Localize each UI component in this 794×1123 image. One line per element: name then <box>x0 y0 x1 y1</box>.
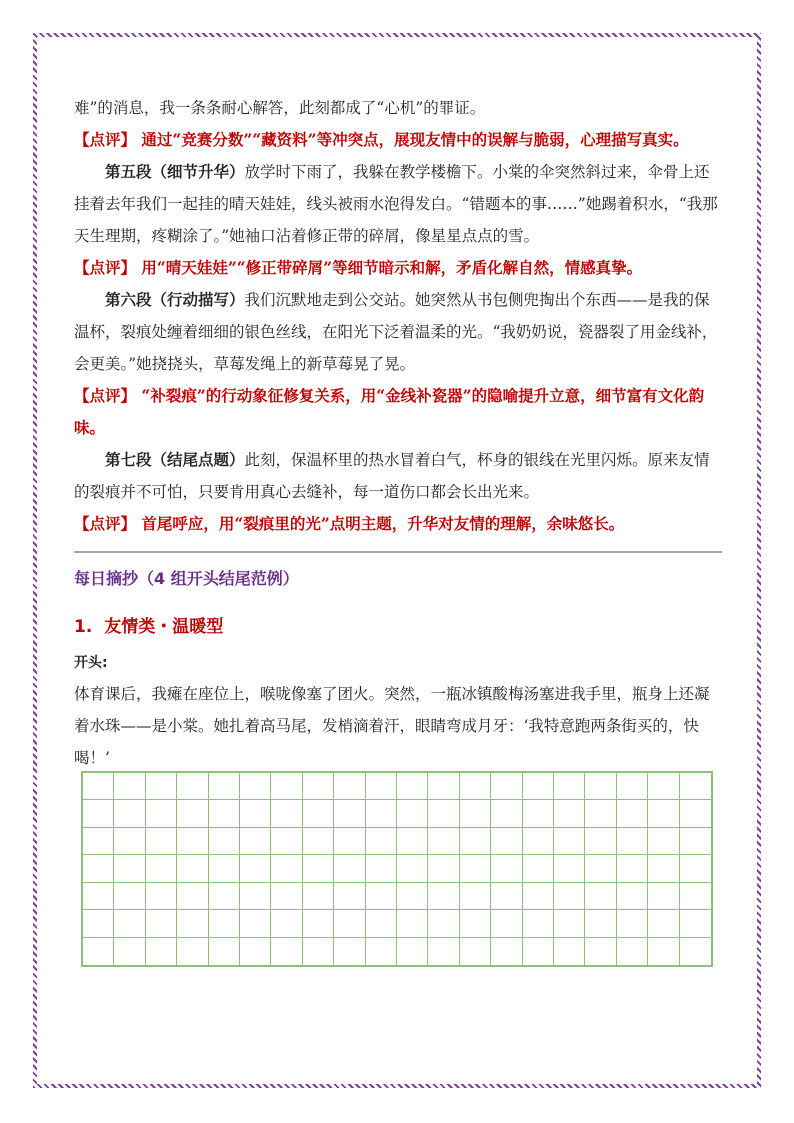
grid-cell[interactable] <box>585 938 616 965</box>
paragraph-text: 放学时下雨了，我躲在教学楼檐下。小棠的伞突然斜过来，伞骨上还挂着去年我们一起挂的晴天娃娃，线头被雨水泡得发白。“错题本的事……”她踢着积水，“我那天生理期，疼糊涂了。”她袖口沾着修正带的碎屑，像星星点点的雪。 <box>74 163 718 245</box>
paragraph-5 <box>74 156 724 252</box>
grid-cell[interactable] <box>177 938 208 965</box>
comment-tag: 【点评】 <box>74 514 137 533</box>
grid-cell[interactable] <box>617 800 648 827</box>
grid-cell[interactable] <box>397 910 428 937</box>
paragraph-heading: 第七段（结尾点题） <box>105 450 245 469</box>
grid-cell[interactable] <box>617 855 648 882</box>
grid-cell[interactable] <box>491 910 522 937</box>
grid-cell[interactable] <box>334 883 365 910</box>
grid-cell[interactable] <box>146 883 177 910</box>
grid-cell[interactable] <box>491 883 522 910</box>
grid-cell[interactable] <box>585 883 616 910</box>
grid-cell[interactable] <box>585 855 616 882</box>
grid-cell[interactable] <box>523 855 554 882</box>
grid-cell[interactable] <box>617 828 648 855</box>
grid-cell[interactable] <box>114 938 145 965</box>
comment-3 <box>74 380 724 444</box>
grid-cell[interactable] <box>209 910 240 937</box>
grid-cell[interactable] <box>554 800 585 827</box>
grid-cell[interactable] <box>177 773 208 800</box>
grid-cell[interactable] <box>334 800 365 827</box>
grid-cell[interactable] <box>271 910 302 937</box>
grid-cell[interactable] <box>460 800 491 827</box>
grid-cell[interactable] <box>114 855 145 882</box>
grid-cell[interactable] <box>460 910 491 937</box>
grid-cell[interactable] <box>209 773 240 800</box>
grid-cell[interactable] <box>240 773 271 800</box>
grid-cell[interactable] <box>271 800 302 827</box>
grid-cell[interactable] <box>428 800 459 827</box>
grid-cell[interactable] <box>491 773 522 800</box>
grid-cell[interactable] <box>428 828 459 855</box>
comment-tag: 【点评】 <box>74 386 137 405</box>
grid-cell[interactable] <box>491 855 522 882</box>
grid-cell[interactable] <box>83 773 114 800</box>
comment-text: 用“晴天娃娃”“修正带碎屑”等细节暗示和解，矛盾化解自然，情感真挚。 <box>141 258 643 277</box>
grid-cell[interactable] <box>554 828 585 855</box>
grid-cell[interactable] <box>491 828 522 855</box>
grid-cell[interactable] <box>397 828 428 855</box>
grid-cell[interactable] <box>334 938 365 965</box>
grid-cell[interactable] <box>114 800 145 827</box>
grid-cell[interactable] <box>460 938 491 965</box>
grid-cell[interactable] <box>146 800 177 827</box>
grid-cell[interactable] <box>523 910 554 937</box>
grid-cell[interactable] <box>585 773 616 800</box>
grid-cell[interactable] <box>491 938 522 965</box>
grid-cell[interactable] <box>303 773 334 800</box>
grid-cell[interactable] <box>240 910 271 937</box>
grid-cell[interactable] <box>334 828 365 855</box>
grid-cell[interactable] <box>648 828 679 855</box>
grid-cell[interactable] <box>240 828 271 855</box>
grid-cell[interactable] <box>397 855 428 882</box>
grid-cell[interactable] <box>523 800 554 827</box>
grid-cell[interactable] <box>83 910 114 937</box>
grid-cell[interactable] <box>83 855 114 882</box>
grid-cell[interactable] <box>428 910 459 937</box>
grid-cell[interactable] <box>554 938 585 965</box>
comment-text: 首尾呼应，用“裂痕里的光”点明主题，升华对友情的理解，余味悠长。 <box>141 514 625 533</box>
grid-cell[interactable] <box>428 773 459 800</box>
grid-cell[interactable] <box>303 938 334 965</box>
grid-cell[interactable] <box>366 910 397 937</box>
grid-cell[interactable] <box>209 800 240 827</box>
grid-cell[interactable] <box>617 883 648 910</box>
grid-cell[interactable] <box>209 938 240 965</box>
grid-cell[interactable] <box>617 910 648 937</box>
grid-cell[interactable] <box>617 938 648 965</box>
grid-cell[interactable] <box>303 800 334 827</box>
paragraph-heading: 第五段（细节升华） <box>105 162 245 181</box>
grid-cell[interactable] <box>680 855 711 882</box>
grid-cell[interactable] <box>146 910 177 937</box>
grid-cell[interactable] <box>177 855 208 882</box>
grid-cell[interactable] <box>114 828 145 855</box>
opening-label: 开头: <box>74 655 108 671</box>
grid-cell[interactable] <box>397 773 428 800</box>
comment-4 <box>74 508 724 540</box>
grid-cell[interactable] <box>177 883 208 910</box>
paragraph-7 <box>74 444 724 508</box>
grid-cell[interactable] <box>146 855 177 882</box>
grid-cell[interactable] <box>428 883 459 910</box>
grid-cell[interactable] <box>303 855 334 882</box>
grid-cell[interactable] <box>366 855 397 882</box>
grid-cell[interactable] <box>648 800 679 827</box>
grid-cell[interactable] <box>334 855 365 882</box>
comment-2 <box>74 252 724 284</box>
grid-cell[interactable] <box>271 883 302 910</box>
subsection-title <box>74 612 223 637</box>
grid-cell[interactable] <box>523 773 554 800</box>
comment-text: “补裂痕”的行动象征修复关系，用“金线补瓷器”的隐喻提升立意，细节富有文化韵味。 <box>74 386 705 437</box>
grid-cell[interactable] <box>177 910 208 937</box>
comment-tag: 【点评】 <box>74 130 137 149</box>
grid-cell[interactable] <box>680 883 711 910</box>
grid-cell[interactable] <box>397 938 428 965</box>
grid-cell[interactable] <box>554 883 585 910</box>
grid-cell[interactable] <box>460 773 491 800</box>
grid-cell[interactable] <box>680 938 711 965</box>
grid-cell[interactable] <box>428 938 459 965</box>
paragraph-text: 此刻，保温杯里的热水冒着白气，杯身的银线在光里闪烁。原来友情的裂痕并不可怕，只要肯用真心去缝补，每一道伤口都会长出光来。 <box>74 451 710 501</box>
grid-cell[interactable] <box>240 800 271 827</box>
grid-cell[interactable] <box>303 883 334 910</box>
paragraph-continuation: 难”的消息，我一条条耐心解答，此刻都成了“心机”的罪证。 <box>74 99 486 117</box>
grid-cell[interactable] <box>585 828 616 855</box>
grid-cell[interactable] <box>554 773 585 800</box>
grid-cell[interactable] <box>271 938 302 965</box>
grid-cell[interactable] <box>334 773 365 800</box>
grid-cell[interactable] <box>680 828 711 855</box>
paragraph-6 <box>74 284 724 380</box>
comment-tag: 【点评】 <box>74 258 137 277</box>
grid-cell[interactable] <box>680 910 711 937</box>
grid-cell[interactable] <box>648 773 679 800</box>
comment-text: 通过“竞赛分数”“藏资料”等冲突点，展现友情中的误解与脆弱，心理描写真实。 <box>141 130 689 149</box>
comment-1 <box>74 124 724 156</box>
subsection-label: 友情类・温暖型 <box>104 617 224 637</box>
grid-cell[interactable] <box>240 938 271 965</box>
grid-cell[interactable] <box>523 828 554 855</box>
grid-cell[interactable] <box>428 855 459 882</box>
grid-cell[interactable] <box>554 855 585 882</box>
grid-cell[interactable] <box>240 855 271 882</box>
grid-cell[interactable] <box>366 800 397 827</box>
grid-cell[interactable] <box>177 828 208 855</box>
paragraph-heading: 第六段（行动描写） <box>105 290 245 309</box>
grid-cell[interactable] <box>209 828 240 855</box>
grid-cell[interactable] <box>114 883 145 910</box>
grid-cell[interactable] <box>397 800 428 827</box>
grid-cell[interactable] <box>366 938 397 965</box>
grid-cell[interactable] <box>83 800 114 827</box>
grid-cell[interactable] <box>491 800 522 827</box>
grid-cell[interactable] <box>83 828 114 855</box>
grid-cell[interactable] <box>648 938 679 965</box>
grid-cell[interactable] <box>303 828 334 855</box>
opening-example-text: 体育课后，我瘫在座位上，喉咙像塞了团火。突然，一瓶冰镇酸梅汤塞进我手里，瓶身上还凝着水珠——是小棠。她扎着高马尾，发梢滴着汗，眼睛弯成月牙：‘我特意跑两条街买的，快喝！’ <box>74 685 710 767</box>
grid-cell[interactable] <box>83 938 114 965</box>
grid-cell[interactable] <box>177 800 208 827</box>
grid-cell[interactable] <box>334 910 365 937</box>
grid-cell[interactable] <box>680 800 711 827</box>
grid-cell[interactable] <box>209 883 240 910</box>
grid-cell[interactable] <box>209 855 240 882</box>
grid-cell[interactable] <box>240 883 271 910</box>
grid-cell[interactable] <box>648 910 679 937</box>
grid-cell[interactable] <box>366 773 397 800</box>
grid-cell[interactable] <box>146 828 177 855</box>
grid-cell[interactable] <box>585 800 616 827</box>
grid-cell[interactable] <box>146 938 177 965</box>
grid-cell[interactable] <box>617 773 648 800</box>
grid-cell[interactable] <box>648 855 679 882</box>
grid-cell[interactable] <box>271 773 302 800</box>
writing-grid[interactable] <box>81 771 713 967</box>
grid-cell[interactable] <box>523 938 554 965</box>
grid-cell[interactable] <box>146 773 177 800</box>
grid-cell[interactable] <box>554 910 585 937</box>
article-body <box>74 92 724 540</box>
grid-cell[interactable] <box>366 828 397 855</box>
grid-cell[interactable] <box>460 883 491 910</box>
grid-cell[interactable] <box>585 910 616 937</box>
grid-cell[interactable] <box>460 855 491 882</box>
grid-cell[interactable] <box>83 883 114 910</box>
grid-cell[interactable] <box>648 883 679 910</box>
grid-cell[interactable] <box>397 883 428 910</box>
grid-cell[interactable] <box>680 773 711 800</box>
section-title: 每日摘抄（4 组开头结尾范例） <box>74 569 299 588</box>
grid-cell[interactable] <box>271 828 302 855</box>
section-divider <box>74 551 722 553</box>
subsection-number: 1. <box>74 617 93 637</box>
grid-cell[interactable] <box>523 883 554 910</box>
grid-cell[interactable] <box>460 828 491 855</box>
grid-cell[interactable] <box>114 773 145 800</box>
grid-cell[interactable] <box>366 883 397 910</box>
grid-cell[interactable] <box>271 855 302 882</box>
grid-cell[interactable] <box>114 910 145 937</box>
paragraph-text: 我们沉默地走到公交站。她突然从书包侧兜掏出个东西——是我的保温杯，裂痕处缠着细细的银色丝线，在阳光下泛着温柔的光。“我奶奶说，瓷器裂了用金线补，会更美。”她挠挠头，草莓发绳上的新草莓晃了晃。 <box>74 291 718 373</box>
grid-cell[interactable] <box>303 910 334 937</box>
